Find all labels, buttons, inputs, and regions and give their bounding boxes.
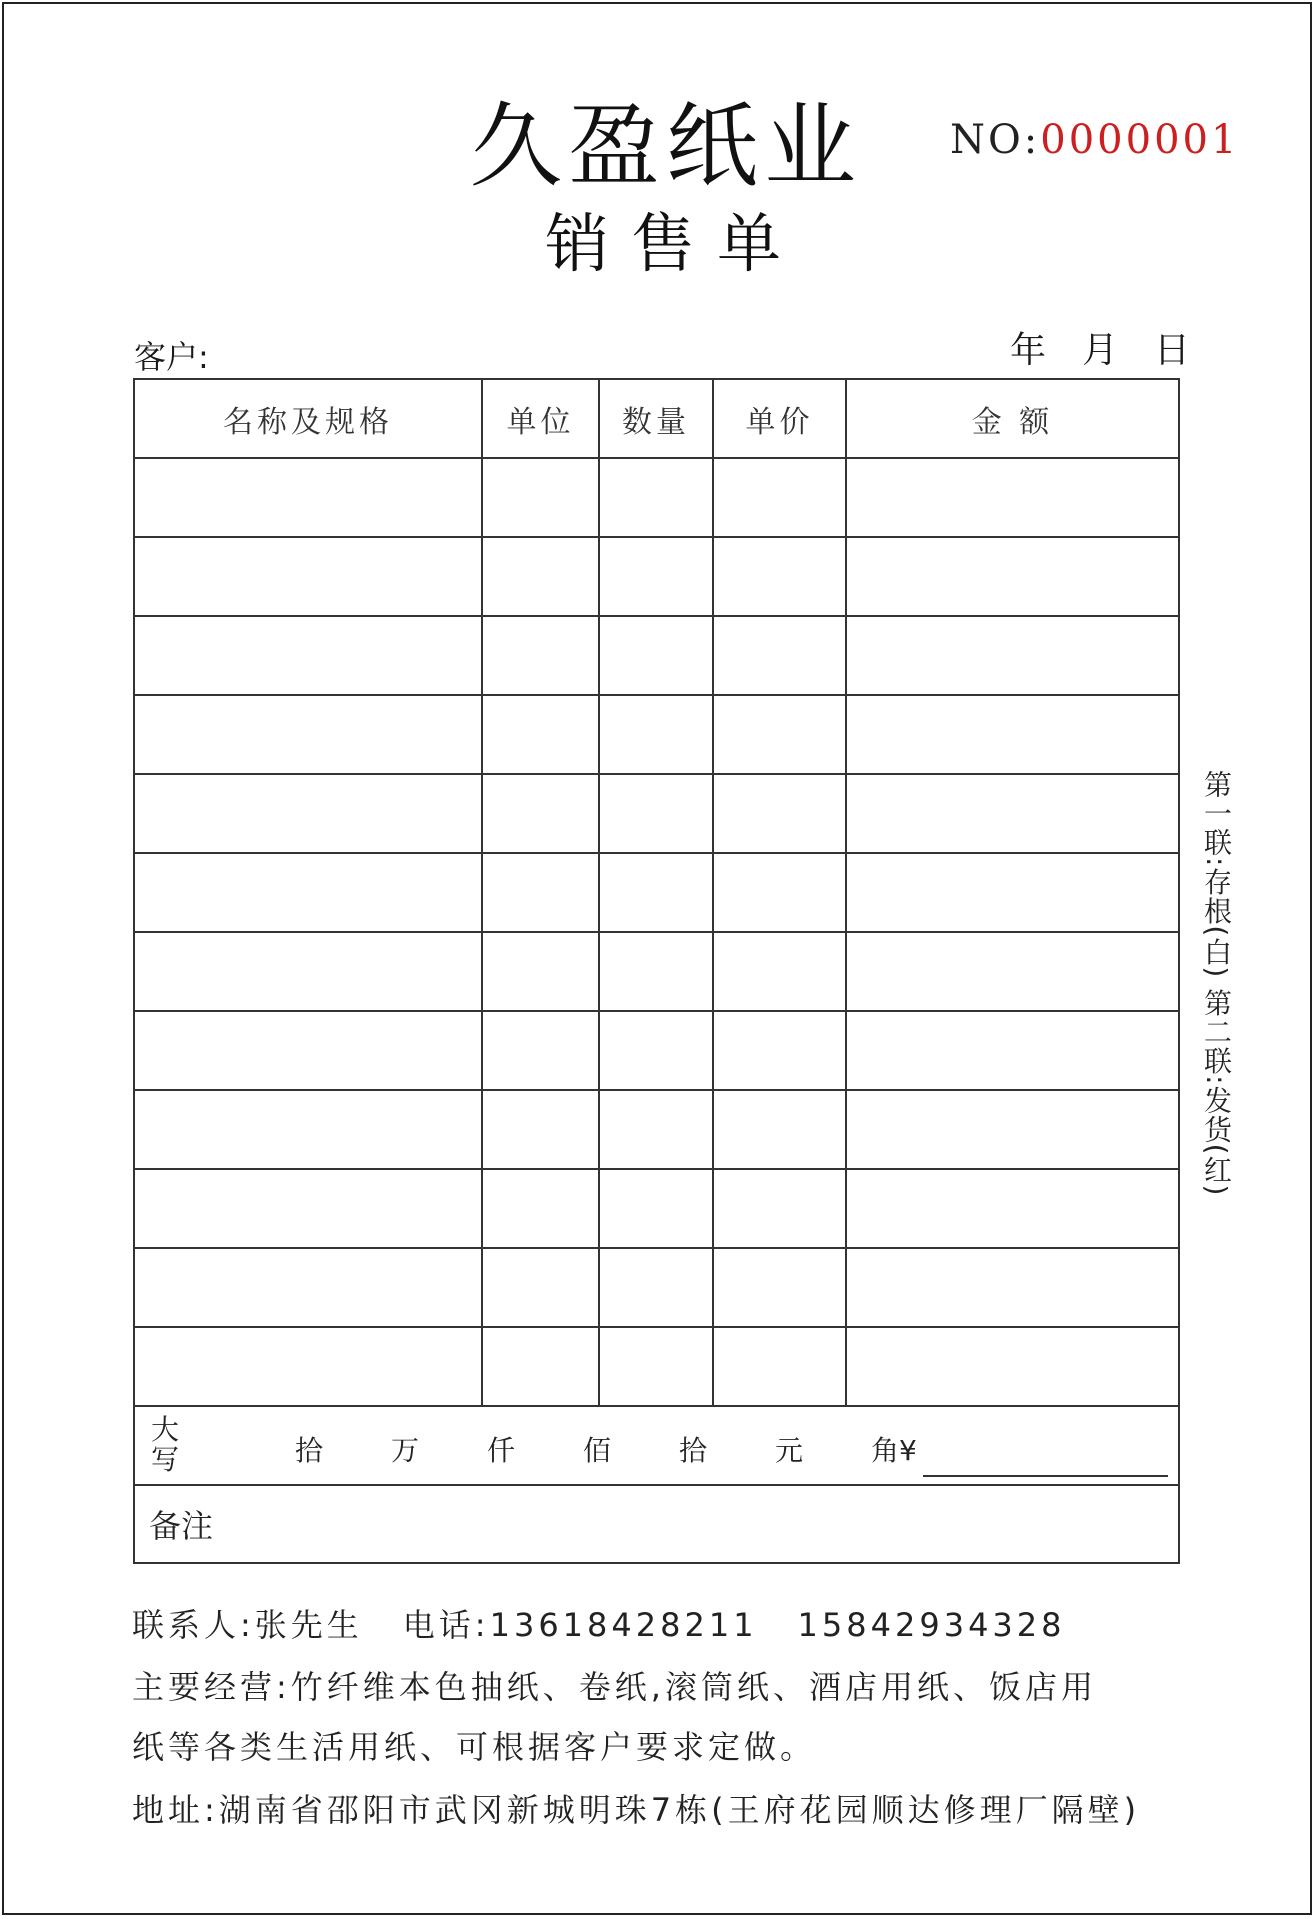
cell-amount[interactable] [846, 616, 1179, 695]
cell-quantity[interactable] [599, 537, 713, 616]
cell-amount[interactable] [846, 537, 1179, 616]
cell-name-spec[interactable] [134, 1248, 482, 1327]
cell-amount[interactable] [846, 853, 1179, 932]
cell-name-spec[interactable] [134, 695, 482, 774]
cell-amount[interactable] [846, 458, 1179, 537]
items-table [133, 378, 1180, 1564]
cell-quantity[interactable] [599, 853, 713, 932]
unit-bai: 佰 [583, 1434, 612, 1467]
cell-unit-price[interactable] [713, 1090, 846, 1169]
amount-in-words-cell[interactable] [134, 1406, 1179, 1485]
table-row [134, 1169, 1179, 1248]
table-row [134, 458, 1179, 537]
unit-wan: 万 [391, 1434, 420, 1467]
cell-unit[interactable] [482, 1327, 599, 1406]
serial-value: 0000001 [1040, 117, 1240, 163]
unit-jiao-yen: 角¥ [871, 1434, 917, 1467]
column-header-amount: 金 额 [846, 379, 1179, 458]
cell-unit-price[interactable] [713, 616, 846, 695]
cell-name-spec[interactable] [134, 1011, 482, 1090]
table-row [134, 1327, 1179, 1406]
column-header-name-spec: 名称及规格 [134, 379, 482, 458]
cell-quantity[interactable] [599, 932, 713, 1011]
cell-unit[interactable] [482, 853, 599, 932]
cell-quantity[interactable] [599, 458, 713, 537]
table-row [134, 1090, 1179, 1169]
year-label: 年 [1010, 330, 1047, 371]
remarks-row [134, 1485, 1179, 1563]
table-row [134, 537, 1179, 616]
document-type: 销售单 [545, 208, 803, 282]
remarks-label: 备注 [149, 1507, 214, 1545]
cell-unit-price[interactable] [713, 774, 846, 853]
cell-unit-price[interactable] [713, 695, 846, 774]
cell-unit[interactable] [482, 458, 599, 537]
cell-amount[interactable] [846, 1248, 1179, 1327]
cell-unit-price[interactable] [713, 1327, 846, 1406]
cell-amount[interactable] [846, 1011, 1179, 1090]
amount-in-words-label: 大写 [151, 1413, 180, 1476]
table-row [134, 1011, 1179, 1090]
serial-number [950, 115, 1239, 165]
cell-name-spec[interactable] [134, 616, 482, 695]
day-label: 日 [1153, 330, 1190, 371]
cell-amount[interactable] [846, 695, 1179, 774]
cell-quantity[interactable] [599, 695, 713, 774]
phone-number-1: 13618428211 [489, 1606, 758, 1644]
company-name: 久盈纸业 [470, 93, 863, 200]
column-header-unit: 单位 [482, 379, 599, 458]
unit-shi-2: 拾 [679, 1434, 708, 1467]
serial-label: NO: [950, 117, 1041, 163]
cell-name-spec[interactable] [134, 1327, 482, 1406]
column-header-quantity: 数量 [599, 379, 713, 458]
cell-unit-price[interactable] [713, 853, 846, 932]
amount-units [295, 1429, 967, 1469]
unit-qian: 仟 [487, 1434, 516, 1467]
cell-quantity[interactable] [599, 616, 713, 695]
cell-amount[interactable] [846, 1327, 1179, 1406]
cell-amount[interactable] [846, 932, 1179, 1011]
unit-shi: 拾 [295, 1434, 324, 1467]
address-line: 地址:湖南省邵阳市武冈新城明珠7栋(王府花园顺达修理厂隔壁) [132, 1791, 1141, 1829]
amount-figure-line[interactable] [923, 1475, 1168, 1477]
table-row [134, 853, 1179, 932]
cell-quantity[interactable] [599, 1011, 713, 1090]
month-label: 月 [1081, 330, 1118, 371]
cell-quantity[interactable] [599, 1169, 713, 1248]
cell-unit-price[interactable] [713, 932, 846, 1011]
cell-unit[interactable] [482, 932, 599, 1011]
contact-line [132, 1600, 1066, 1650]
cell-quantity[interactable] [599, 1327, 713, 1406]
cell-name-spec[interactable] [134, 458, 482, 537]
phone-label: 电话: [402, 1606, 490, 1644]
remarks-cell[interactable] [134, 1485, 1179, 1563]
cell-name-spec[interactable] [134, 1090, 482, 1169]
cell-unit-price[interactable] [713, 1248, 846, 1327]
cell-name-spec[interactable] [134, 853, 482, 932]
cell-unit[interactable] [482, 1169, 599, 1248]
cell-unit[interactable] [482, 774, 599, 853]
amount-in-words-row [134, 1406, 1179, 1485]
cell-quantity[interactable] [599, 1090, 713, 1169]
cell-name-spec[interactable] [134, 537, 482, 616]
cell-quantity[interactable] [599, 1248, 713, 1327]
cell-unit[interactable] [482, 1090, 599, 1169]
cell-quantity[interactable] [599, 774, 713, 853]
table-row [134, 932, 1179, 1011]
table-row [134, 774, 1179, 853]
cell-unit[interactable] [482, 537, 599, 616]
customer-label: 客户: [134, 338, 209, 376]
cell-name-spec[interactable] [134, 1169, 482, 1248]
contact-person: 联系人:张先生 [132, 1606, 363, 1644]
cell-unit-price[interactable] [713, 458, 846, 537]
cell-unit-price[interactable] [713, 1169, 846, 1248]
cell-unit[interactable] [482, 1248, 599, 1327]
business-line-2: 纸等各类生活用纸、可根据客户要求定做。 [132, 1728, 817, 1766]
cell-name-spec[interactable] [134, 932, 482, 1011]
cell-unit-price[interactable] [713, 1011, 846, 1090]
unit-yuan: 元 [775, 1434, 804, 1467]
cell-unit[interactable] [482, 616, 599, 695]
table-row [134, 1248, 1179, 1327]
table-row [134, 695, 1179, 774]
business-line-1: 主要经营:竹纤维本色抽纸、卷纸,滚筒纸、酒店用纸、饭店用 [132, 1668, 1097, 1706]
cell-amount[interactable] [846, 774, 1179, 853]
phone-number-2: 15842934328 [797, 1606, 1066, 1644]
cell-unit[interactable] [482, 1011, 599, 1090]
date-row [1010, 326, 1190, 376]
cell-unit-price[interactable] [713, 537, 846, 616]
table-header-row [134, 379, 1179, 458]
copy-note: 第一联:存根(白) 第二联:发货(红) [1200, 770, 1233, 1197]
cell-unit[interactable] [482, 695, 599, 774]
column-header-unit-price: 单价 [713, 379, 846, 458]
cell-amount[interactable] [846, 1169, 1179, 1248]
cell-name-spec[interactable] [134, 774, 482, 853]
table-row [134, 616, 1179, 695]
cell-amount[interactable] [846, 1090, 1179, 1169]
